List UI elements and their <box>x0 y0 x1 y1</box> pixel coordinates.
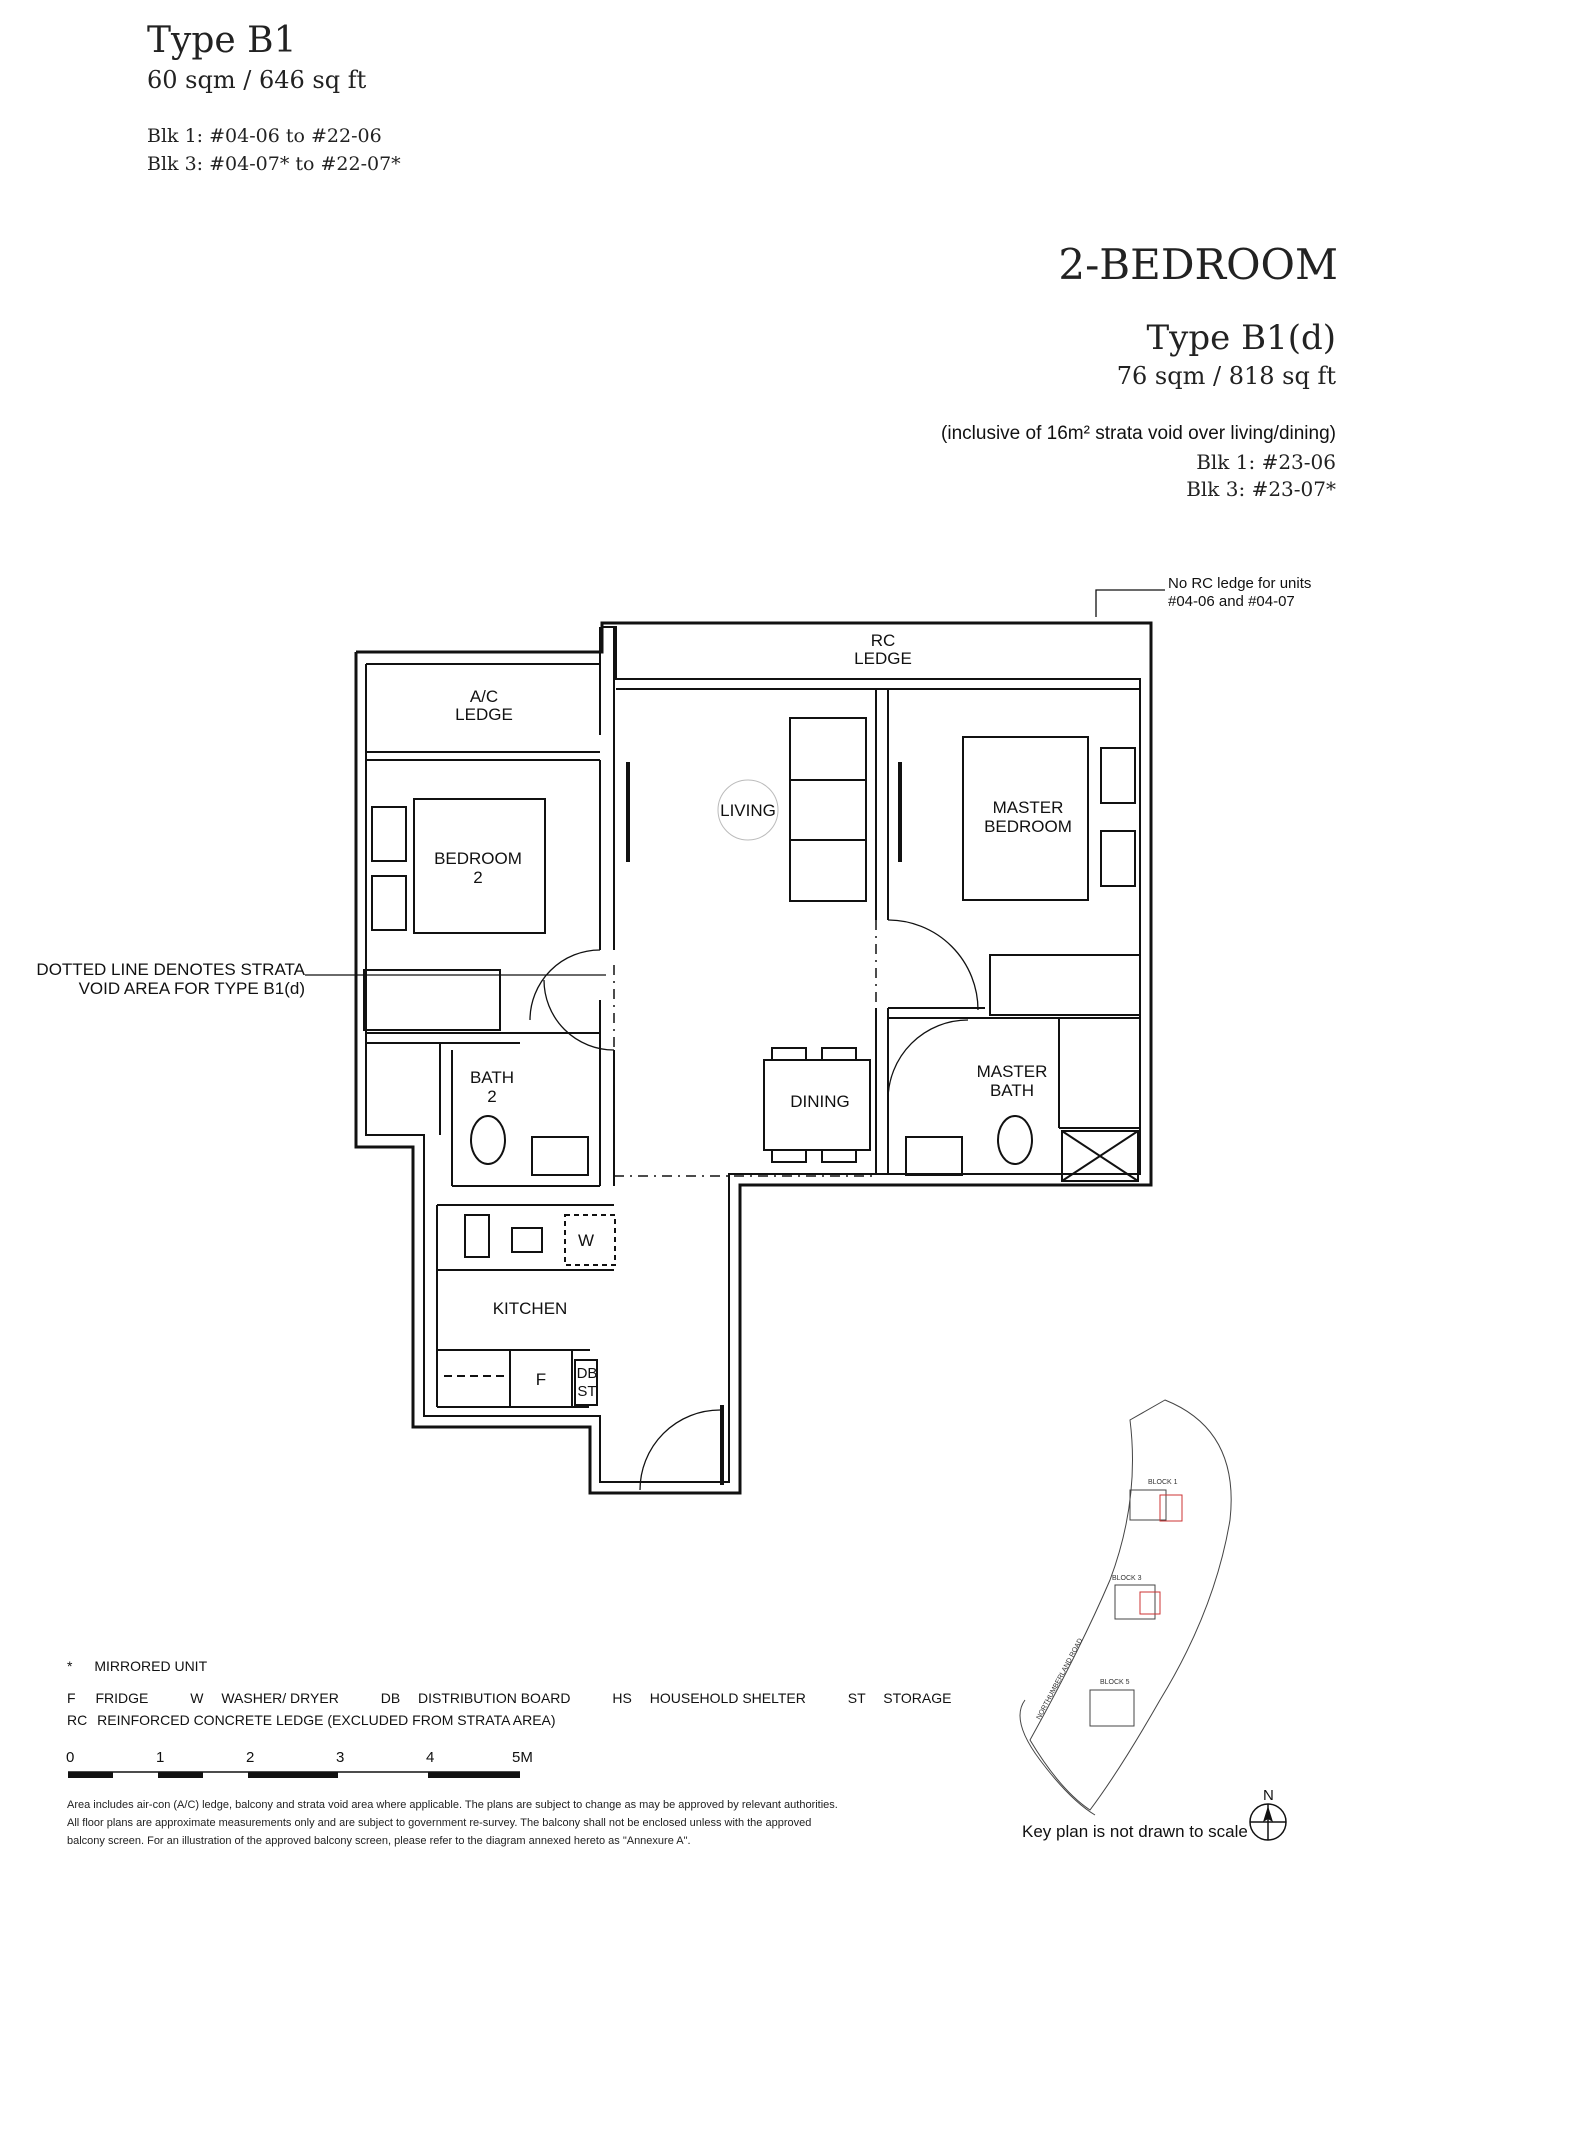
scale-tick-0: 0 <box>66 1749 75 1766</box>
legend-rc-text: REINFORCED CONCRETE LEDGE (EXCLUDED FROM STRATA AREA) <box>97 1712 556 1728</box>
scale-tick-2: 2 <box>246 1749 255 1766</box>
washer-label: W <box>577 1231 595 1250</box>
unit-type-title: Type B1 <box>147 20 297 61</box>
legend-st: STORAGE <box>883 1690 952 1706</box>
disclaimer-line3: balcony screen. For an illustration of the approved balcony screen, please refer to the diagram annexed hereto as "Annexure A". <box>67 1835 691 1847</box>
key-plan-note: Key plan is not drawn to scale <box>1022 1822 1248 1841</box>
fridge-label: F <box>535 1370 547 1389</box>
legend-f: FRIDGE <box>95 1690 149 1706</box>
unit-block1-range: Blk 1: #04-06 to #22-06 <box>147 125 382 147</box>
bedroom2-label-line1: BEDROOM <box>434 849 522 868</box>
legend-f-code: F <box>67 1690 76 1706</box>
rc-ledge-note-line1: No RC ledge for units <box>1168 575 1312 592</box>
unit-d-block1: Blk 1: #23-06 <box>1196 450 1336 474</box>
db-label: DB <box>576 1365 598 1382</box>
bath2-label-line2: 2 <box>487 1087 497 1106</box>
key-plan <box>1020 1400 1231 1815</box>
scale-tick-4: 4 <box>426 1749 435 1766</box>
key-road: NORTHUMBERLAND ROAD <box>1035 1637 1085 1721</box>
legend-db: DISTRIBUTION BOARD <box>418 1690 571 1706</box>
legend-rc <box>67 1712 556 1728</box>
legend-mirrored-mark: * <box>67 1658 73 1674</box>
scale-bar <box>68 1772 520 1778</box>
scale-tick-1: 1 <box>156 1749 165 1766</box>
st-label: ST <box>577 1383 597 1400</box>
key-block5: BLOCK 5 <box>1100 1679 1130 1686</box>
unit-category: 2-BEDROOM <box>1058 240 1338 289</box>
living-label: LIVING <box>720 801 776 820</box>
legend-mirrored-text: MIRRORED UNIT <box>94 1658 208 1674</box>
kitchen-label: KITCHEN <box>492 1299 568 1318</box>
bedroom2-label-line2: 2 <box>473 868 483 887</box>
rc-ledge-note-line2: #04-06 and #04-07 <box>1168 593 1295 610</box>
rc-ledge-label-line1: RC <box>870 631 896 650</box>
legend-w: WASHER/ DRYER <box>221 1690 339 1706</box>
rc-ledge-label-line2: LEDGE <box>854 649 912 668</box>
north-arrow-icon <box>1250 1804 1286 1840</box>
unit-block3-range: Blk 3: #04-07* to #22-07* <box>147 153 401 175</box>
ac-ledge-label-line2: LEDGE <box>455 705 513 724</box>
disclaimer-line1: Area includes air-con (A/C) ledge, balcony and strata void area where applicable. The plans are subject to change as may be approved by relevant authorities. <box>67 1799 838 1811</box>
unit-type-d-title: Type B1(d) <box>1146 318 1336 358</box>
unit-type-d-area: 76 sqm / 818 sq ft <box>1116 362 1336 390</box>
key-block3: BLOCK 3 <box>1112 1575 1142 1582</box>
dining-label: DINING <box>790 1092 850 1111</box>
strata-void-note: (inclusive of 16m² strata void over living/dining) <box>941 423 1336 444</box>
master-bath-label-line2: BATH <box>989 1081 1035 1100</box>
bath2-label-line1: BATH <box>469 1068 515 1087</box>
strata-note-line2: VOID AREA FOR TYPE B1(d) <box>78 979 305 998</box>
disclaimer-line2: All floor plans are approximate measurements only and are subject to government re-survey. The balcony shall not be enclosed unless with the approved <box>67 1817 812 1829</box>
ac-ledge-label-line1: A/C <box>469 687 499 706</box>
master-bath-label-line1: MASTER <box>976 1062 1048 1081</box>
strata-note-line1: DOTTED LINE DENOTES STRATA <box>36 960 305 979</box>
unit-type-area: 60 sqm / 646 sq ft <box>147 66 367 94</box>
master-bedroom-label-line2: BEDROOM <box>984 817 1072 836</box>
legend-w-code: W <box>190 1690 204 1706</box>
legend-st-code: ST <box>847 1690 866 1706</box>
key-block1: BLOCK 1 <box>1148 1479 1178 1486</box>
legend-mirrored <box>67 1658 207 1674</box>
unit-d-block3: Blk 3: #23-07* <box>1186 477 1336 501</box>
legend-codes <box>67 1690 951 1706</box>
legend-hs: HOUSEHOLD SHELTER <box>649 1690 806 1706</box>
north-label: N <box>1263 1787 1274 1804</box>
legend-rc-code: RC <box>67 1712 88 1728</box>
legend-hs-code: HS <box>612 1690 632 1706</box>
scale-tick-3: 3 <box>336 1749 345 1766</box>
scale-tick-5: 5M <box>512 1749 533 1766</box>
master-bedroom-label-line1: MASTER <box>992 798 1064 817</box>
disclaimer <box>67 1796 887 1850</box>
legend-db-code: DB <box>380 1690 401 1706</box>
